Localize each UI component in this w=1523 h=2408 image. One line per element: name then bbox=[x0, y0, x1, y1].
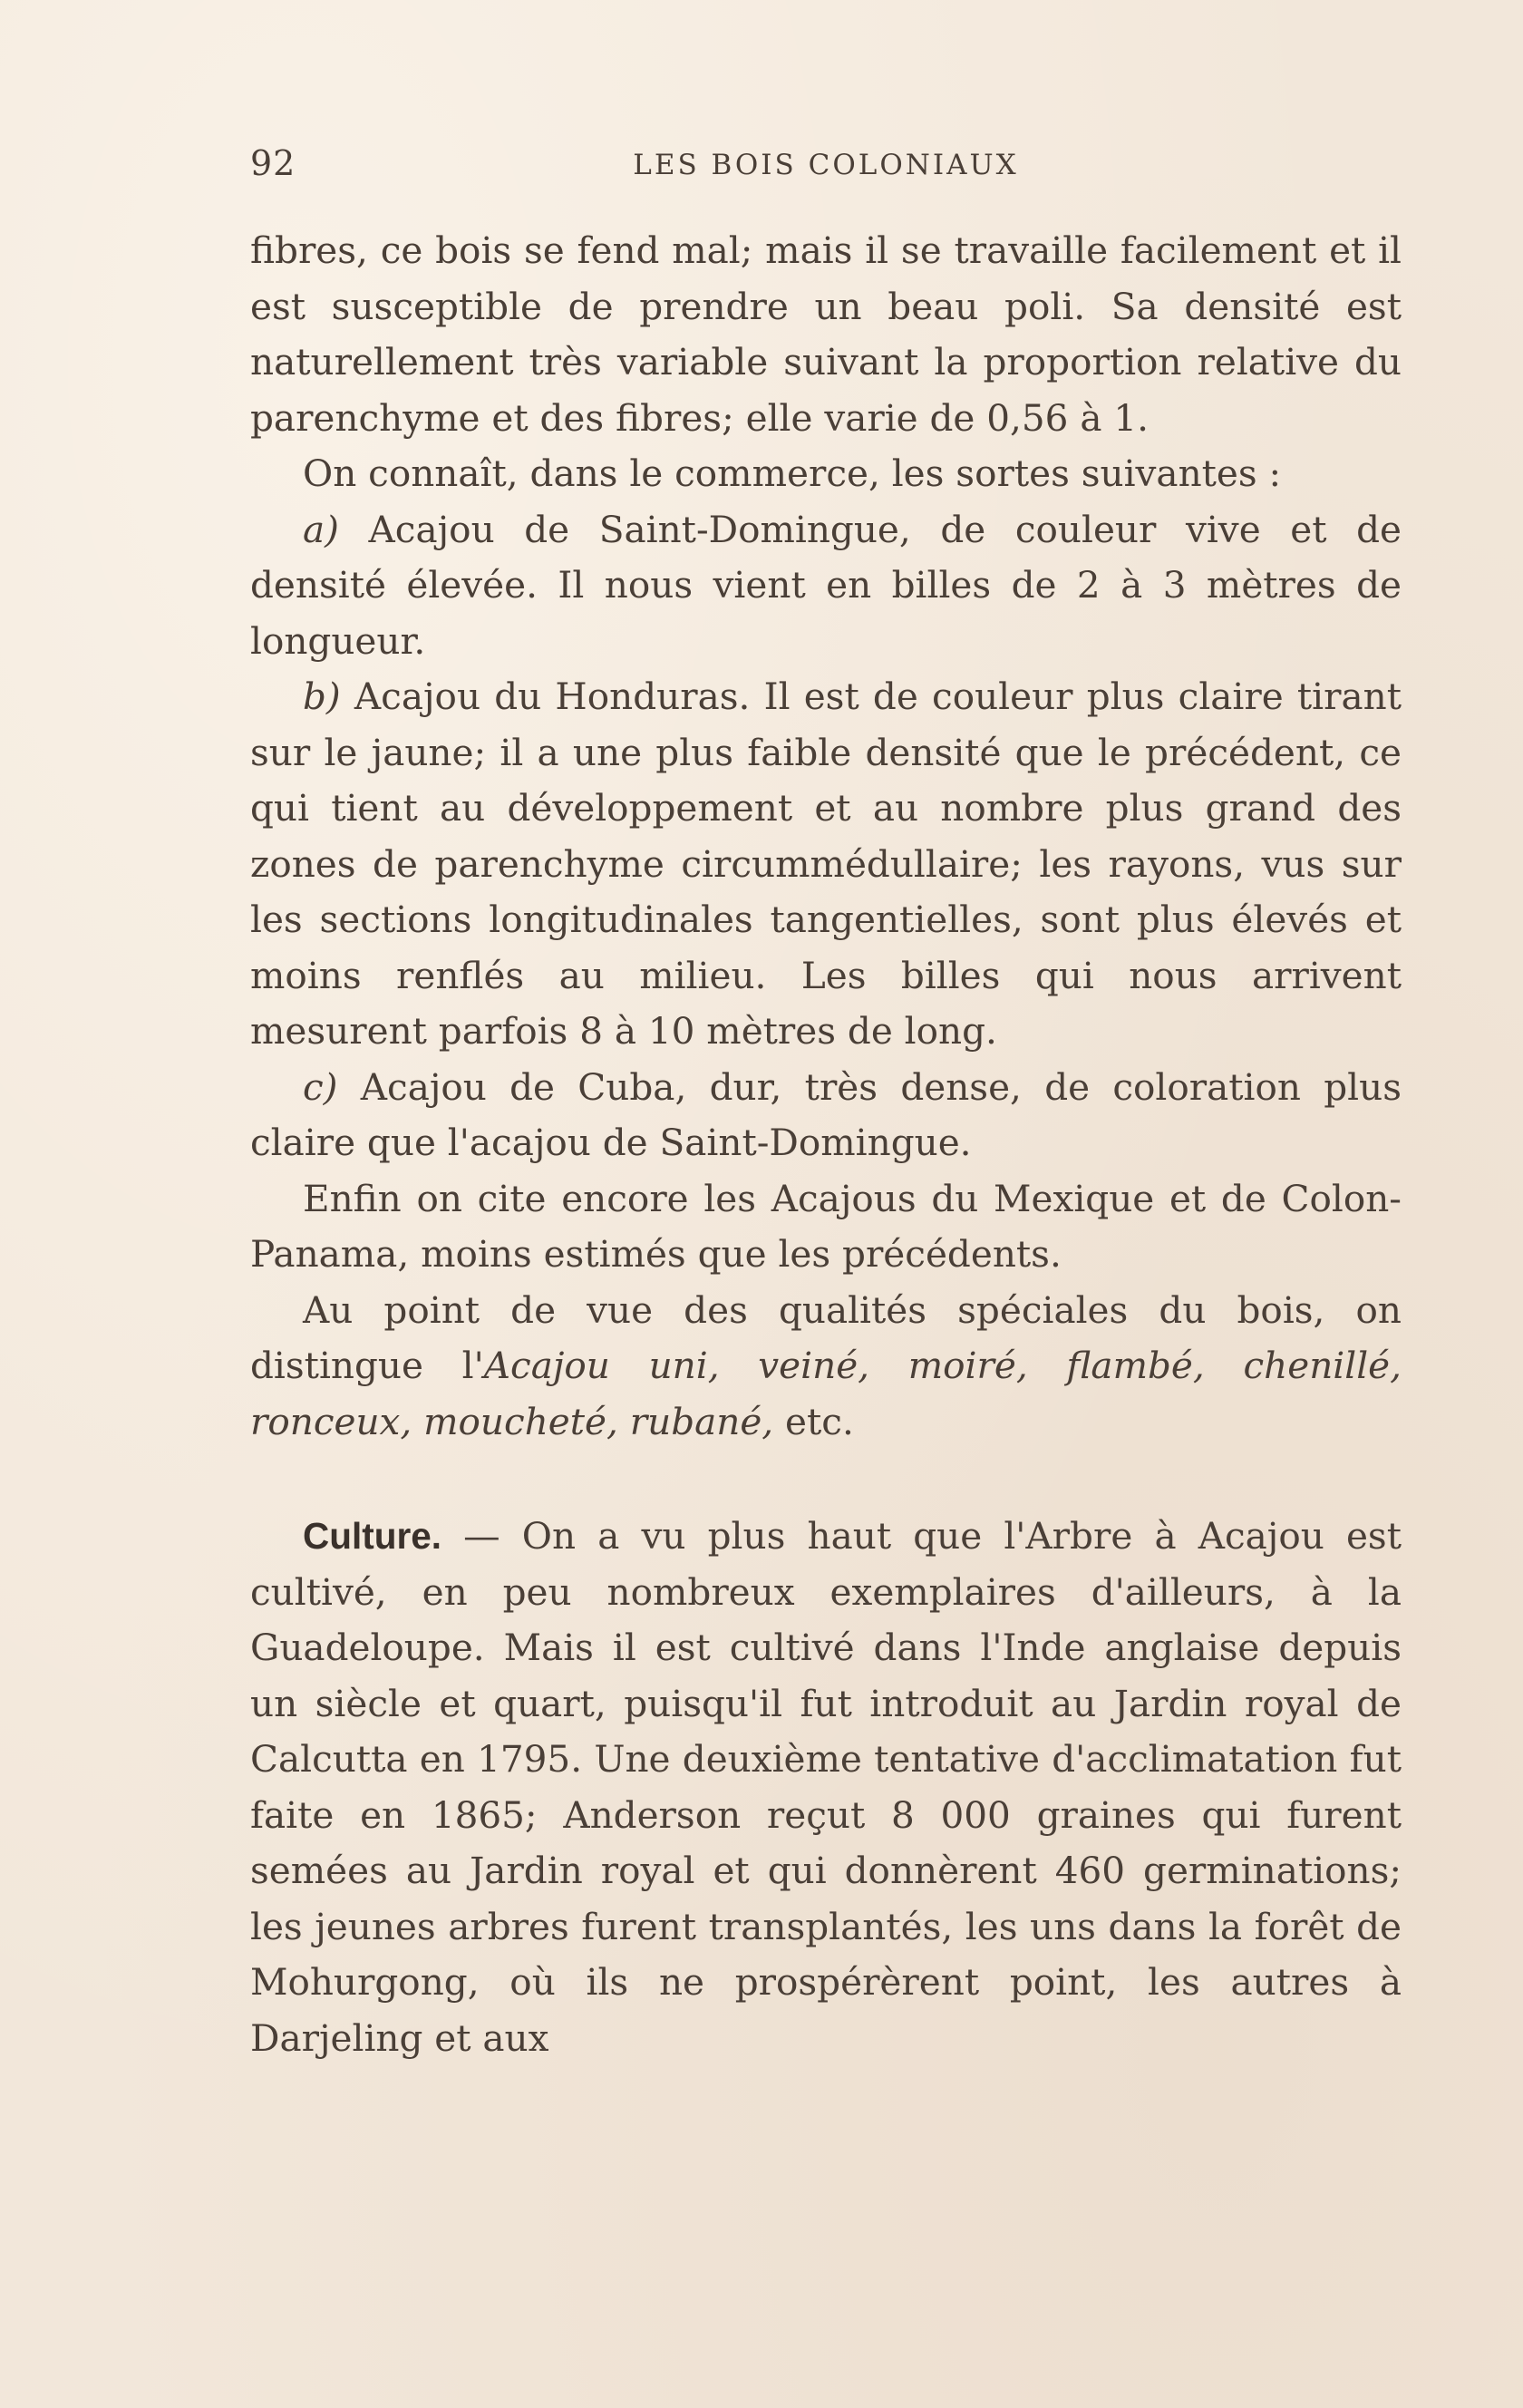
paragraph-culture-text: — On a vu plus haut que l'Arbre à Acajou est cultivé, en peu nombreux exemplaires d'ailleurs, à la Guadeloupe. Mais il est cultivé dans l'Inde anglaise depuis un siècle et quart, puisqu'il fut introduit au Jardin royal de Calcutta en 1795. Une deuxième tentative d'acclimatation fut faite en 1865; Anderson reçut 8 000 graines qui furent semées au Jardin royal et qui donnèrent 460 germinations; les jeunes arbres furent transplantés, les uns dans la forêt de Mohurgong, où ils ne prospérèrent point, les autres à Darjeling et aux bbox=[250, 1514, 1402, 2060]
paragraph-mexique: Enfin on cite encore les Acajous du Mexique et de Colon-Panama, moins estimés que les précédents. bbox=[250, 1176, 1402, 1276]
paragraph-cuba-text: Acajou de Cuba, dur, très dense, de coloration plus claire que l'acajou de Saint-Domingue. bbox=[250, 1064, 1402, 1164]
paragraph-qualites bbox=[250, 1283, 1402, 1451]
paragraph-saint-domingue bbox=[250, 502, 1402, 670]
paragraph-cuba bbox=[250, 1060, 1402, 1171]
paragraph-honduras bbox=[250, 669, 1402, 1060]
list-label-b: b) bbox=[303, 675, 341, 718]
paragraph-honduras-text: Acajou du Honduras. Il est de couleur plus claire tirant sur le jaune; il a une plus faible densité que le précédent, ce qui tient au développement et au nombre plus grand des zones de parenchyme circummédullaire; les rayons, vus sur les sections longitudinales tangentielles, sont plus élevés et moins renflés au milieu. Les billes qui nous arrivent mesurent parfois 8 à 10 mètres de long. bbox=[250, 675, 1402, 1053]
page-number: 92 bbox=[250, 143, 296, 183]
paragraph-commercial-sorts: On connaît, dans le commerce, les sortes suivantes : bbox=[303, 452, 1282, 495]
list-label-a: a) bbox=[303, 507, 339, 551]
paragraph-culture bbox=[250, 1509, 1402, 2066]
section-heading-culture: Culture. bbox=[303, 1515, 442, 1557]
list-label-c: c) bbox=[303, 1064, 338, 1109]
paragraph-qualites-start: Au point de vue des qualités spéciales du bois, on distingue l' bbox=[250, 1287, 1402, 1387]
wood-qualities-italic: Acajou uni, veiné, moiré, flambé, chenillé, ronceux, moucheté, rubané, bbox=[250, 1344, 1402, 1443]
running-title: LES BOIS COLONIAUX bbox=[633, 149, 1019, 181]
paragraph-density: fibres, ce bois se fend mal; mais il se travaille facilement et il est susceptible de prendre un beau poli. Sa densité est naturellement très variable suivant la proportion relative du parenchyme et des fibres; elle varie de 0,56 à 1. bbox=[250, 228, 1402, 440]
body-text bbox=[250, 223, 1402, 2066]
page-header bbox=[250, 143, 1402, 198]
paragraph-qualites-end: etc. bbox=[773, 1399, 854, 1443]
paragraph-saint-domingue-text: Acajou de Saint-Domingue, de couleur vive et de densité élevée. Il nous vient en billes de 2 à 3 mètres de longueur. bbox=[250, 507, 1402, 663]
